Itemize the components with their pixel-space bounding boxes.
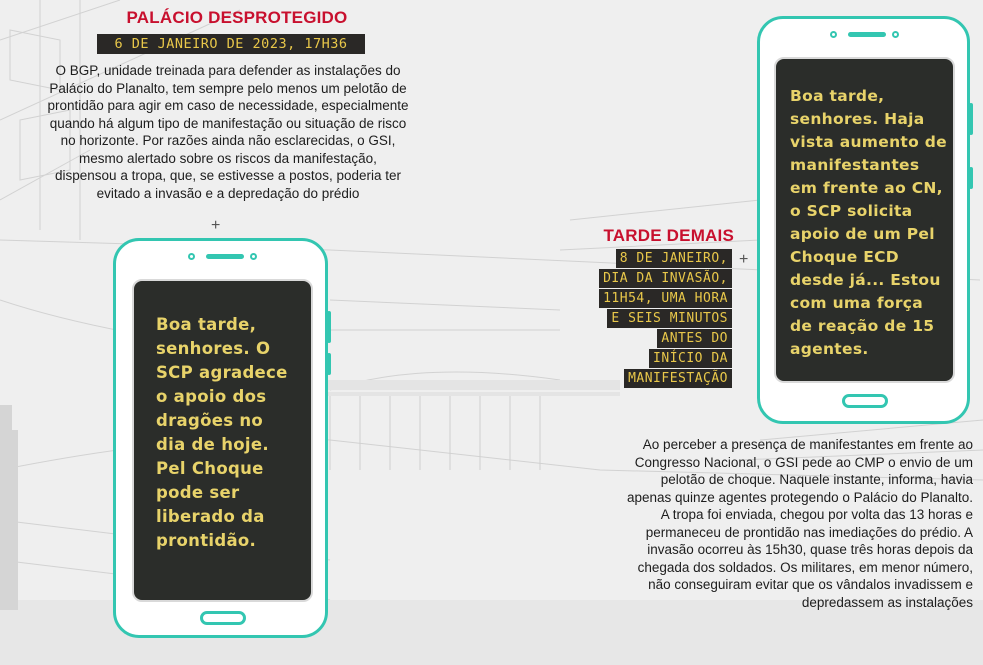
crosshair-mark-icon: + [739,251,749,268]
crosshair-mark-icon: + [211,217,221,234]
message-line: Choque ECD [790,248,899,266]
message-line: Pel Choque [156,459,264,478]
home-button [200,611,246,625]
left-paragraph-line: Palácio do Planalto, tem sempre pelo menos um pelotão de [49,80,407,96]
left-phone-screen [132,279,313,602]
volume-button [969,103,973,135]
right-date-tag-line: 11H54, UMA HORA [599,289,732,308]
left-paragraph-line: O BGP, unidade treinada para defender as instalações do [55,63,401,78]
message-line: liberado da [156,507,265,526]
left-phone [113,238,328,638]
message-line: senhores. Haja [790,110,925,128]
message-line: de reação de 15 [790,317,935,335]
right-phone [757,16,970,424]
message-line: pode ser [156,483,240,502]
message-line: prontidão. [156,531,257,550]
camera-icon [830,31,837,38]
left-paragraph-line: quando há algum tipo de manifestação ou situação de risco [49,115,407,131]
speaker-grille [206,254,244,259]
left-phone-message [156,313,306,553]
right-date-tag-line: ANTES DO [657,329,732,348]
left-paragraph-line: mesmo alertado sobre os riscos da manifestação, [79,150,377,166]
right-paragraph-line: A tropa foi enviada, chegou por volta das 13 horas e [660,507,973,522]
message-line: desde já... Estou [790,271,941,289]
message-line: SCP agradece [156,363,288,382]
sensor-icon [892,31,899,38]
right-date-tag-line: DIA DA INVASÃO, [599,269,732,288]
left-paragraph-line: evitado a invasão e a depredação do prédio [96,185,360,201]
right-paragraph-line: chegada dos soldados. Os militares, em menor número, [637,559,973,575]
message-line: o SCP solicita [790,202,913,220]
right-date-tag-line: INÍCIO DA [649,349,732,368]
right-paragraph-line: depredassem as instalações [801,594,973,610]
right-phone-screen [774,57,955,383]
camera-icon [188,253,195,260]
home-button [842,394,888,408]
message-line: apoio de um Pel [790,225,935,243]
power-button [327,353,331,375]
message-line: Boa tarde, [790,87,885,105]
right-section-title: TARDE DEMAIS [603,226,734,245]
message-line: agentes. [790,340,869,358]
message-line: com uma força [790,294,924,312]
left-section-title: PALÁCIO DESPROTEGIDO [126,8,348,27]
right-date-tag-line: E SEIS MINUTOS [607,309,732,328]
right-paragraph-line: permaneceu de prontidão nas imediações do prédio. A [645,524,973,540]
message-line: o apoio dos [156,387,267,406]
message-line: Boa tarde, [156,315,257,334]
volume-button [327,311,331,343]
right-date-tag-line: 8 DE JANEIRO, [616,249,732,268]
right-paragraph-line: apenas quinze agentes protegendo o Palácio do Planalto. [626,489,973,505]
message-line: manifestantes [790,156,920,174]
right-paragraph-line: Ao perceber a presença de manifestantes em frente ao [642,437,973,452]
left-paragraph-line: prontidão para agir em caso de necessidade, especialmente [47,98,409,113]
right-date-tag-stack [540,249,732,392]
right-paragraph-line: invasão ocorreu às 15h30, quase três horas depois da [647,542,973,557]
right-paragraph-line: pelotão de choque. Naquele instante, informa, havia [660,472,973,487]
left-paragraph [12,62,444,202]
message-line: dragões no [156,411,264,430]
message-line: vista aumento de [790,133,947,151]
sensor-icon [250,253,257,260]
message-line: senhores. O [156,339,271,358]
speaker-grille [848,32,886,37]
left-paragraph-line: no horizonte. Por razões ainda não esclarecidas, o GSI, [60,133,396,148]
right-phone-message [790,85,950,361]
right-paragraph-line: Congresso Nacional, o GSI pede ao CMP o envio de um [634,454,973,470]
left-paragraph-line: dispensou a tropa, que, se estivesse a postos, poderia ter [55,168,401,183]
right-date-tag-line: MANIFESTAÇÃO [624,369,732,388]
right-paragraph [560,436,973,611]
right-paragraph-line: não conseguiram evitar que os vândalos invadissem e [648,577,973,592]
left-date-tag: 6 DE JANEIRO DE 2023, 17H36 [97,34,365,54]
power-button [969,167,973,189]
message-line: dia de hoje. [156,435,269,454]
message-line: em frente ao CN, [790,179,943,197]
